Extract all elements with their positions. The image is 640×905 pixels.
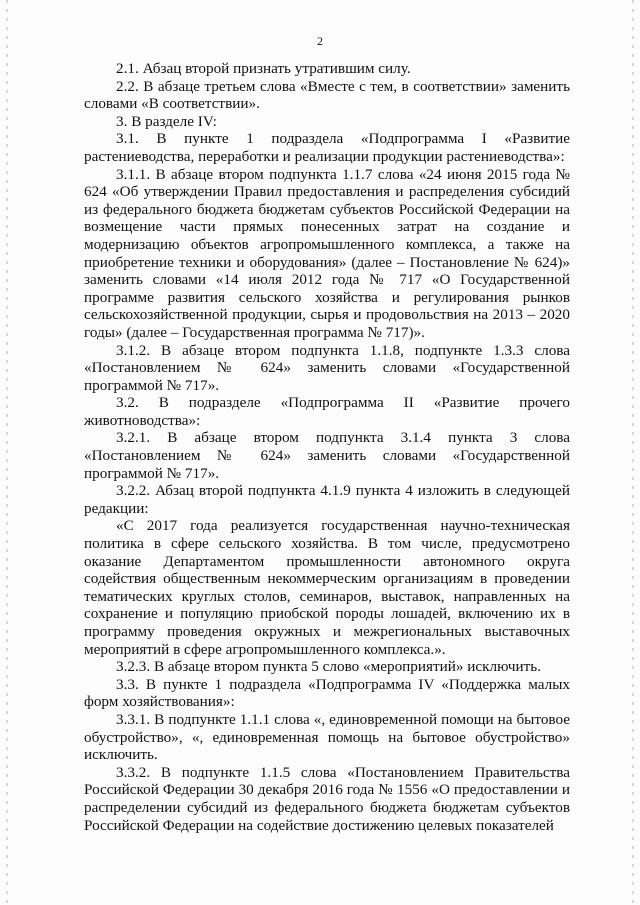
- paragraph-3-3-2: 3.3.2. В подпункте 1.1.5 слова «Постановлением Правительства Российской Федерации 30 декабря 2016 года № 1556 «О предоставлении и распределении субсидий из федерального бюджета бюджетам субъектов Российской Федерации на содействие достижению целевых показателей: [84, 763, 570, 834]
- paragraph-3-1: 3.1. В пункте 1 подраздела «Подпрограмма I «Развитие растениеводства, переработки и реализации продукции растениеводства»:: [84, 130, 570, 165]
- scan-edge-left: [6, 0, 8, 905]
- paragraph-3-1-2: 3.1.2. В абзаце втором подпункта 1.1.8, подпункте 1.3.3 слова «Постановлением № 624» заменить словами «Государственной программой № 717».: [84, 341, 570, 394]
- paragraph-2-1: 2.1. Абзац второй признать утратившим силу.: [116, 60, 411, 77]
- paragraph-3-3: 3.3. В пункте 1 подраздела «Подпрограмма IV «Поддержка малых форм хозяйствования»:: [84, 675, 570, 711]
- quoted-paragraph: «С 2017 года реализуется государственная научно-техническая политика в сфере сельского хозяйства. В том числе, предусмотрено оказание Департаментом промышленности автономного округа содействия общественным некоммерческим организациям в проведении тематических круглых столов, семинаров, выставок, направленных на сохранение и популяцию приобской породы лошадей, включению их в программу проведения окружных и межрегиональных выставочных мероприятий в сфере агропромышленного комплекса.».: [84, 517, 570, 658]
- scan-edge-right: [632, 0, 634, 905]
- document-body: [84, 60, 570, 834]
- paragraph-2-2: 2.2. В абзаце третьем слова «Вместе с тем, в соответствии» заменить словами «В соответствии».: [84, 77, 570, 113]
- paragraph-3-2-3: 3.2.3. В абзаце втором пункта 5 слово «мероприятий» исключить.: [116, 658, 542, 676]
- paragraph-3-2: 3.2. В подразделе «Подпрограмма II «Развитие прочего животноводства»:: [84, 394, 570, 429]
- paragraph-3-1-1: 3.1.1. В абзаце втором подпункта 1.1.7 слова «24 июня 2015 года № 624 «Об утверждении Правил предоставления и распределения субсидий из федерального бюджета бюджетам субъектов Российской Федерации на возмещение части прямых понесенных затрат на создание и модернизацию объектов агропромышленного комплекса, а также на приобретение техники и оборудования» (далее – Постановление № 624)» заменить словами «14 июля 2012 года № 717 «О Государственной программе развития сельского хозяйства и регулирования рынков сельскохозяйственной продукции, сырья и продовольствия на 2013 – 2020 годы» (далее – Государственная программа № 717)».: [84, 165, 570, 341]
- paragraph-3-3-1: 3.3.1. В подпункте 1.1.1 слова «, единовременной помощи на бытовое обустройство», «, единовременная помощь на бытовое обустройство» исключить.: [84, 710, 570, 764]
- paragraph-3-2-2: 3.2.2. Абзац второй подпункта 4.1.9 пункта 4 изложить в следующей редакции:: [84, 482, 570, 517]
- paragraph-3-2-1: 3.2.1. В абзаце втором подпункта 3.1.4 пункта 3 слова «Постановлением № 624» заменить словами «Государственной программой № 717».: [84, 429, 570, 482]
- page-number: 2: [317, 34, 323, 48]
- paragraph-3: 3. В разделе IV:: [116, 112, 217, 130]
